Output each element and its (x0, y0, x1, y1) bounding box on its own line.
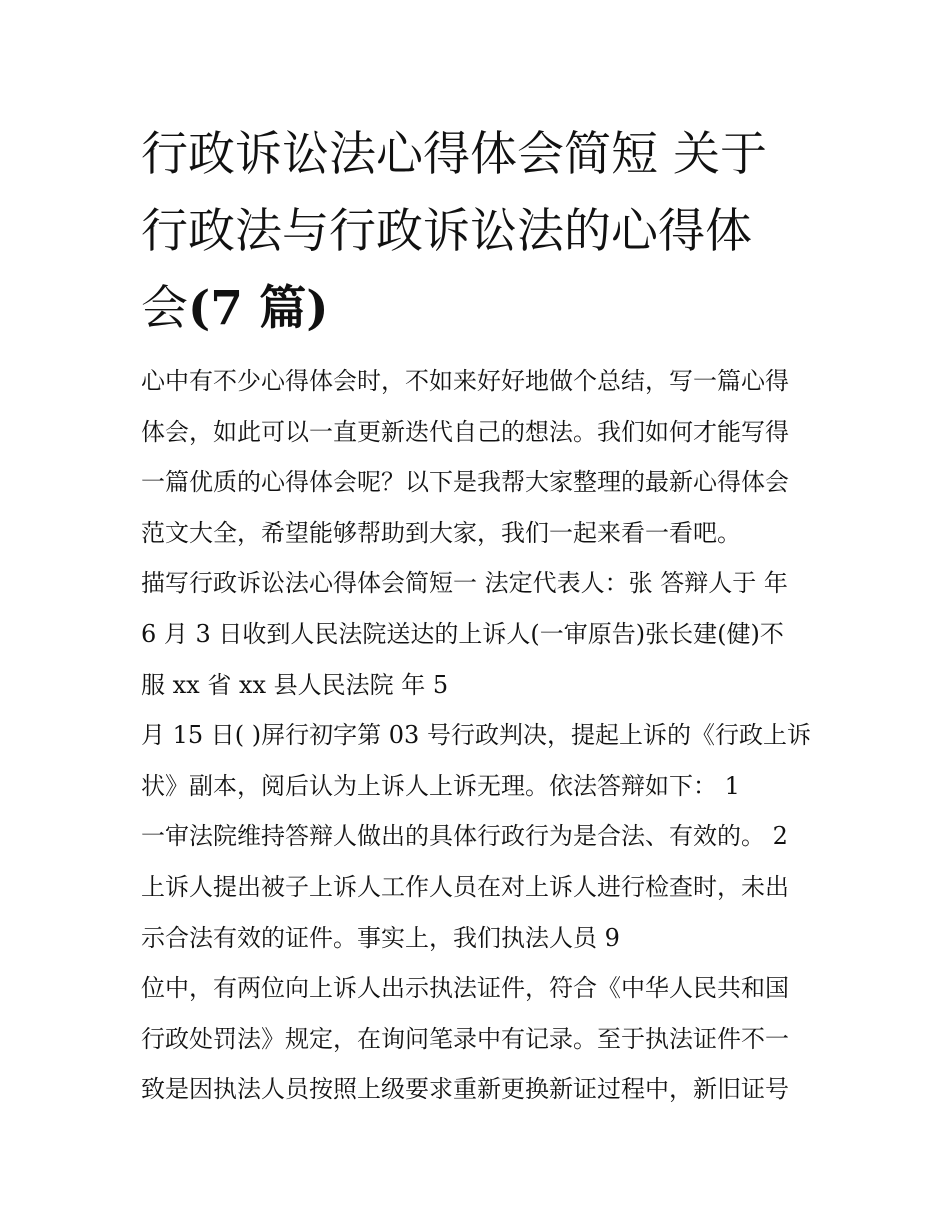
body-line: 6 月 3 日收到人民法院送达的上诉人(一审原告)张长建(健)不 (141, 619, 784, 648)
body-line: 示合法有效的证件。事实上，我们执法人员 9 (141, 923, 620, 952)
body-line: 一篇优质的心得体会呢？以下是我帮大家整理的最新心得体会 (141, 468, 789, 497)
body-line: 月 15 日( )屏行初字第 03 号行政判决，提起上诉的《行政上诉 (141, 721, 811, 750)
body-line: 服 xx 省 xx 县人民法院 年 5 (141, 670, 449, 699)
title-line-3-prefix: 会 (141, 281, 188, 336)
body-line: 范文大全，希望能够帮助到大家，我们一起来看一看吧。 (141, 518, 741, 547)
document-body (141, 356, 821, 1115)
title-line-3 (141, 270, 821, 347)
body-line: 致是因执法人员按照上级要求重新更换新证过程中，新旧证号 (141, 1075, 789, 1104)
document-title (141, 116, 821, 347)
body-line: 心中有不少心得体会时，不如来好好地做个总结，写一篇心得 (141, 367, 789, 395)
title-line-2: 行政法与行政诉讼法的心得体 (141, 204, 752, 259)
body-line: 行政处罚法》规定，在询问笔录中有记录。至于执法证件不一 (141, 1024, 789, 1053)
title-line-3-count: (7 篇) (188, 281, 329, 336)
title-line-1: 行政诉讼法心得体会简短 关于 (141, 127, 767, 182)
body-line: 位中，有两位向上诉人出示执法证件，符合《中华人民共和国 (141, 974, 789, 1003)
body-line: 描写行政诉讼法心得体会简短一 法定代表人：张 答辩人于 年 (141, 569, 788, 598)
body-line: 状》副本，阅后认为上诉人上诉无理。依法答辩如下： 1 (141, 771, 740, 800)
body-line: 体会，如此可以一直更新迭代自己的想法。我们如何才能写得 (141, 417, 789, 446)
body-line: 一审法院维持答辩人做出的具体行政行为是合法、有效的。 2 (141, 822, 788, 851)
body-line: 上诉人提出被子上诉人工作人员在对上诉人进行检查时，未出 (141, 872, 789, 901)
